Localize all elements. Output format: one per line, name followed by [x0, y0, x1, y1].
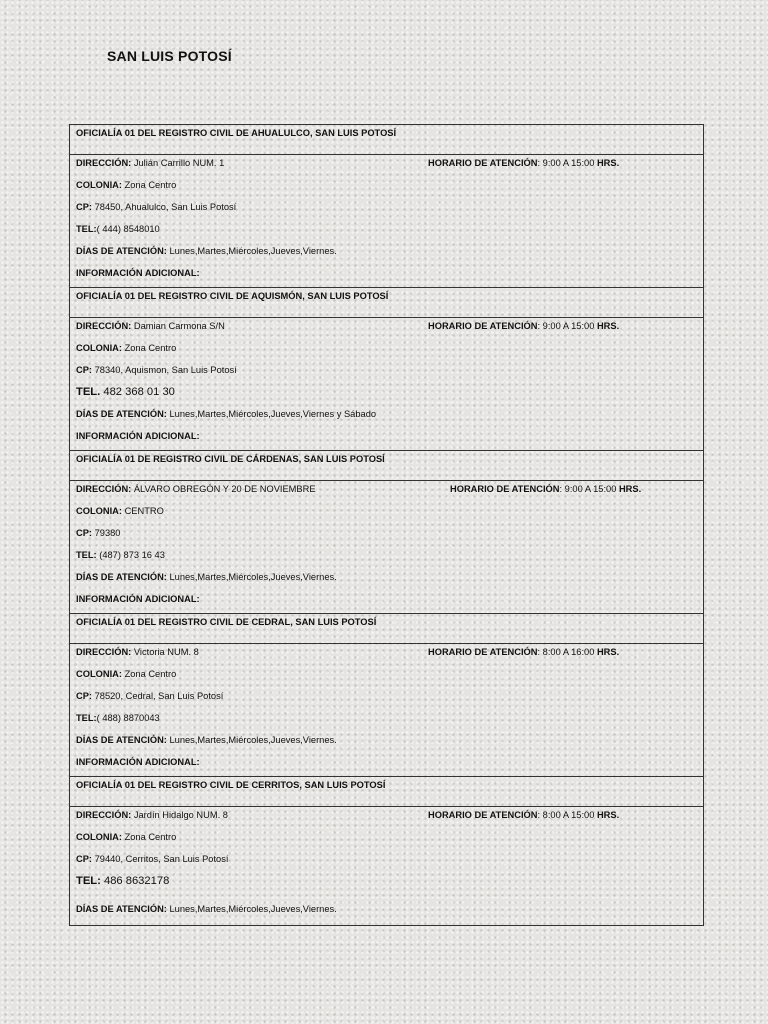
tel-label: TEL. — [76, 386, 101, 398]
hours-value: : 9:00 A 15:00 — [537, 321, 595, 331]
extra-info-row — [76, 430, 697, 452]
cp-row — [76, 853, 697, 875]
cp-label: CP: — [76, 528, 93, 538]
cp-label: CP: — [76, 202, 93, 212]
address-row — [76, 483, 697, 505]
days-row — [76, 734, 697, 756]
extra-info-label: INFORMACIÓN ADICIONAL: — [76, 431, 200, 441]
days-value: Lunes,Martes,Miércoles,Jueves,Viernes y Sábado — [169, 409, 377, 419]
hours-label: HORARIO DE ATENCIÓN — [428, 321, 538, 331]
hours-unit: HRS. — [618, 484, 642, 494]
office-details — [70, 807, 703, 925]
cp-row — [76, 201, 697, 223]
hours-unit: HRS. — [596, 647, 620, 657]
address-label: DIRECCIÓN: — [76, 321, 132, 331]
office-name: OFICIALÍA 01 DE REGISTRO CIVIL DE CÁRDENAS, SAN LUIS POTOSÍ — [70, 451, 703, 481]
office-details — [70, 318, 703, 451]
colonia-row — [76, 179, 697, 201]
tel-value: 486 8632178 — [103, 875, 170, 887]
days-row — [76, 245, 697, 267]
hours-label: HORARIO DE ATENCIÓN — [428, 647, 538, 657]
cp-row — [76, 364, 697, 386]
tel-value: 482 368 01 30 — [103, 386, 175, 398]
hours-info — [428, 646, 619, 658]
tel-row — [76, 549, 697, 571]
days-row — [76, 903, 697, 925]
office-name: OFICIALÍA 01 DEL REGISTRO CIVIL DE AQUISMÓN, SAN LUIS POTOSÍ — [70, 288, 703, 318]
office-name: OFICIALÍA 01 DEL REGISTRO CIVIL DE AHUALULCO, SAN LUIS POTOSÍ — [70, 125, 703, 155]
cp-label: CP: — [76, 365, 93, 375]
cp-value: 78450, Ahualulco, San Luis Potosí — [94, 202, 237, 212]
office-details — [70, 155, 703, 288]
extra-info-row — [76, 756, 697, 778]
address-label: DIRECCIÓN: — [76, 484, 132, 494]
office-cardenas — [70, 451, 703, 614]
days-label: DÍAS DE ATENCIÓN: — [76, 572, 167, 582]
days-row — [76, 571, 697, 593]
hours-value: : 9:00 A 15:00 — [537, 158, 595, 168]
colonia-label: COLONIA: — [76, 180, 122, 190]
address-row — [76, 157, 697, 179]
days-row — [76, 408, 697, 430]
tel-label: TEL: — [76, 224, 97, 234]
extra-info-label: INFORMACIÓN ADICIONAL: — [76, 268, 200, 278]
address-row — [76, 646, 697, 668]
extra-info-row — [76, 593, 697, 615]
hours-unit: HRS. — [596, 810, 620, 820]
extra-info-label: INFORMACIÓN ADICIONAL: — [76, 594, 200, 604]
cp-label: CP: — [76, 854, 93, 864]
cp-value: 78520, Cedral, San Luis Potosí — [94, 691, 224, 701]
tel-label: TEL: — [76, 713, 97, 723]
address-value: Victoria NUM. 8 — [133, 647, 199, 657]
cp-row — [76, 690, 697, 712]
office-ahualulco — [70, 125, 703, 288]
days-label: DÍAS DE ATENCIÓN: — [76, 246, 167, 256]
days-value: Lunes,Martes,Miércoles,Jueves,Viernes. — [169, 735, 337, 745]
hours-info — [428, 320, 619, 332]
hours-label: HORARIO DE ATENCIÓN — [428, 810, 538, 820]
address-row — [76, 320, 697, 342]
colonia-label: COLONIA: — [76, 506, 122, 516]
colonia-value: Zona Centro — [124, 180, 177, 190]
colonia-label: COLONIA: — [76, 343, 122, 353]
tel-label: TEL: — [76, 550, 97, 560]
office-details — [70, 481, 703, 614]
office-cedral — [70, 614, 703, 777]
address-value: Jardín Hidalgo NUM. 8 — [133, 810, 228, 820]
address-label: DIRECCIÓN: — [76, 810, 132, 820]
colonia-row — [76, 342, 697, 364]
days-label: DÍAS DE ATENCIÓN: — [76, 735, 167, 745]
hours-info — [428, 157, 619, 169]
colonia-row — [76, 668, 697, 690]
hours-unit: HRS. — [596, 321, 620, 331]
address-row — [76, 809, 697, 831]
colonia-value: Zona Centro — [124, 832, 177, 842]
days-value: Lunes,Martes,Miércoles,Jueves,Viernes. — [169, 246, 337, 256]
days-label: DÍAS DE ATENCIÓN: — [76, 904, 167, 914]
address-value: ÁLVARO OBREGÓN Y 20 DE NOVIEMBRE — [133, 484, 316, 494]
days-value: Lunes,Martes,Miércoles,Jueves,Viernes. — [169, 904, 337, 914]
address-value: Julián Carrillo NUM. 1 — [133, 158, 225, 168]
office-name: OFICIALÍA 01 DEL REGISTRO CIVIL DE CEDRAL, SAN LUIS POTOSÍ — [70, 614, 703, 644]
office-name: OFICIALÍA 01 DEL REGISTRO CIVIL DE CERRITOS, SAN LUIS POTOSÍ — [70, 777, 703, 807]
tel-label: TEL: — [76, 875, 101, 887]
colonia-value: Zona Centro — [124, 343, 177, 353]
hours-info — [450, 483, 641, 495]
hours-value: : 8:00 A 15:00 — [537, 810, 595, 820]
cp-value: 79440, Cerritos, San Luis Potosí — [94, 854, 229, 864]
hours-value: : 9:00 A 15:00 — [559, 484, 617, 494]
colonia-label: COLONIA: — [76, 832, 122, 842]
colonia-value: CENTRO — [124, 506, 164, 516]
days-value: Lunes,Martes,Miércoles,Jueves,Viernes. — [169, 572, 337, 582]
colonia-row — [76, 505, 697, 527]
address-label: DIRECCIÓN: — [76, 158, 132, 168]
registry-table — [69, 124, 704, 926]
extra-info-label: INFORMACIÓN ADICIONAL: — [76, 757, 200, 767]
hours-value: : 8:00 A 16:00 — [537, 647, 595, 657]
days-label: DÍAS DE ATENCIÓN: — [76, 409, 167, 419]
tel-row — [76, 712, 697, 734]
office-details — [70, 644, 703, 777]
page-title: SAN LUIS POTOSÍ — [107, 48, 232, 64]
tel-value: ( 444) 8548010 — [96, 224, 160, 234]
office-cerritos — [70, 777, 703, 925]
cp-value: 78340, Aquismon, San Luis Potosí — [94, 365, 237, 375]
cp-value: 79380 — [94, 528, 121, 538]
tel-row — [76, 875, 697, 897]
tel-row — [76, 386, 697, 408]
tel-value: ( 488) 8870043 — [96, 713, 160, 723]
tel-value: (487) 873 16 43 — [99, 550, 165, 560]
colonia-row — [76, 831, 697, 853]
address-label: DIRECCIÓN: — [76, 647, 132, 657]
hours-label: HORARIO DE ATENCIÓN — [450, 484, 560, 494]
cp-label: CP: — [76, 691, 93, 701]
colonia-value: Zona Centro — [124, 669, 177, 679]
hours-label: HORARIO DE ATENCIÓN — [428, 158, 538, 168]
colonia-label: COLONIA: — [76, 669, 122, 679]
address-value: Damian Carmona S/N — [133, 321, 225, 331]
tel-row — [76, 223, 697, 245]
extra-info-row — [76, 267, 697, 289]
cp-row — [76, 527, 697, 549]
hours-unit: HRS. — [596, 158, 620, 168]
office-aquismon — [70, 288, 703, 451]
hours-info — [428, 809, 619, 821]
